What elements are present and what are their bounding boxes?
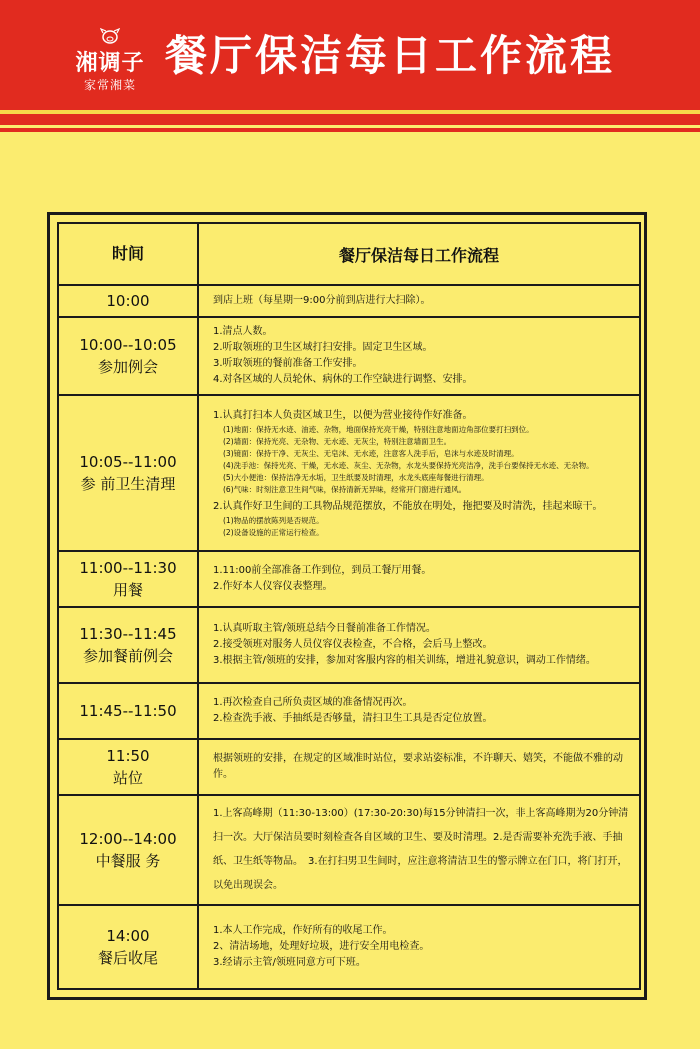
desc-line: 1.本人工作完成，作好所有的收尾工作。 — [213, 925, 393, 936]
desc-line: 4.对各区域的人员轮休、病休的工作空缺进行调整、安排。 — [213, 374, 473, 385]
desc-line: 2.接受领班对服务人员仪容仪表检查，不合格，会后马上整改。 — [213, 639, 493, 650]
time-label: 参 前卫生清理 — [80, 475, 176, 493]
time-label: 参加例会 — [97, 358, 158, 376]
time-label: 站位 — [112, 769, 143, 787]
desc-line: 3.根据主管/领班的安排，参加对客服内容的相关训练，增进礼貌意识，调动工作情绪。 — [213, 655, 596, 666]
desc-subline: (5)大小便池：保持洁净无水垢，卫生纸要及时清理，水龙头底座每餐进行清理。 — [223, 472, 489, 482]
table-row — [58, 551, 640, 607]
row-time — [58, 317, 198, 395]
time-label: 参加餐前例会 — [82, 647, 173, 665]
row-time — [58, 795, 198, 905]
row-desc — [198, 395, 640, 551]
table-row — [58, 317, 640, 395]
row-desc — [198, 607, 640, 683]
desc-line: 2、清洁场地，处理好垃圾，进行安全用电检查。 — [213, 941, 430, 952]
brand-logo — [60, 28, 160, 98]
desc-line: 1.清点人数。 — [213, 326, 273, 337]
desc-line: 1.认真听取主管/领班总结今日餐前准备工作情况。 — [213, 623, 436, 634]
desc-subline: (6)气味：时刻注意卫生间气味，保持清新无异味，经常开门窗进行通风。 — [223, 484, 467, 494]
time-text: 10:00 — [106, 292, 150, 310]
header-time: 时间 — [58, 223, 198, 285]
table-row — [58, 739, 640, 795]
row-desc — [198, 739, 640, 795]
table-row — [58, 905, 640, 989]
desc-subline: (2)设备设施的正常运行检查。 — [223, 527, 324, 537]
header-stripe — [0, 120, 700, 125]
time-label: 餐后收尾 — [97, 949, 158, 967]
desc-paragraph: 1.上客高峰期（11:30-13:00）(17:30-20:30)每15分钟清扫一次，非上客高峰期为20分钟清扫一次。大厅保洁员要时刻检查各自区域的卫生、要及时清理。2.是否需要补充洗手液、手抽纸、卫生纸等物品。 3.在打扫男卫生间时，应注意将清洁卫生的警示牌立在门口，将门打开，以免出现误会。 — [213, 808, 629, 891]
desc-line: 根据领班的安排，在规定的区域准时站位，要求站姿标准，不许聊天、嬉笑，不能做不雅的动作。 — [213, 753, 623, 780]
time-label: 中餐服 务 — [95, 852, 161, 870]
desc-line: 2.作好本人仪容仪表整理。 — [213, 581, 333, 592]
desc-line: 到店上班（每星期一9:00分前到店进行大扫除）。 — [213, 295, 431, 306]
row-desc — [198, 683, 640, 739]
header-stripe — [0, 128, 700, 132]
time-text: 10:00--10:05 — [79, 336, 177, 354]
row-time — [58, 905, 198, 989]
time-text: 11:30--11:45 — [79, 625, 177, 643]
desc-subline: (3)镜面：保持干净、无灰尘、无皂沫、无水迹，注意客人洗手后，皂沫与水迹及时清理。 — [223, 448, 519, 458]
table-row — [58, 683, 640, 739]
brand-name: 湘调子 — [75, 50, 145, 76]
row-desc — [198, 317, 640, 395]
desc-subline: (2)墙面：保持光亮、无杂物、无水迹、无灰尘，特别注意墙面卫生。 — [223, 436, 452, 446]
row-desc — [198, 285, 640, 317]
row-time — [58, 551, 198, 607]
desc-line: 2.听取领班的卫生区域打扫安排。固定卫生区域。 — [213, 342, 433, 353]
row-time — [58, 285, 198, 317]
desc-line: 3.经请示主管/领班同意方可下班。 — [213, 957, 366, 968]
desc-line: 2.检查洗手液、手抽纸是否够量，清扫卫生工具是否定位放置。 — [213, 713, 493, 724]
row-time — [58, 607, 198, 683]
desc-line: 3.听取领班的餐前准备工作安排。 — [213, 358, 363, 369]
header-desc: 餐厅保洁每日工作流程 — [198, 223, 640, 285]
time-text: 14:00 — [106, 927, 150, 945]
time-text: 12:00--14:00 — [79, 830, 177, 848]
desc-line: 2.认真作好卫生间的工具物品规范摆放，不能放在明处，拖把要及时清洗，挂起来晾干。 — [213, 500, 603, 512]
table-row — [58, 285, 640, 317]
row-desc — [198, 795, 640, 905]
table-row — [58, 607, 640, 683]
desc-subline: (1)地面：保持无水迹、油迹、杂物，地面保持光亮干燥，特别注意地面边角部位要打扫到位。 — [223, 424, 534, 434]
time-text: 11:00--11:30 — [79, 559, 177, 577]
time-text: 11:50 — [106, 747, 150, 765]
pig-head-icon — [100, 28, 120, 44]
brand-tagline: 家常湘菜 — [83, 78, 136, 92]
desc-subline: (4)洗手池：保持光亮、干燥，无水迹、灰尘、无杂物，水龙头要保持光亮洁净，洗手台要保持无水迹、无杂物。 — [223, 460, 594, 470]
time-label: 用餐 — [112, 581, 143, 599]
row-time — [58, 395, 198, 551]
workflow-table — [57, 222, 641, 990]
row-time — [58, 683, 198, 739]
row-time — [58, 739, 198, 795]
header-stripe — [0, 110, 700, 114]
row-desc — [198, 905, 640, 989]
desc-subline: (1)物品的摆放陈列是否规范。 — [223, 515, 324, 525]
table-header-row — [58, 223, 640, 285]
desc-line: 1.再次检查自己所负责区域的准备情况再次。 — [213, 697, 413, 708]
desc-line: 1.认真打扫本人负责区域卫生，以便为营业接待作好准备。 — [213, 409, 473, 421]
time-text: 11:45--11:50 — [79, 702, 177, 720]
time-text: 10:05--11:00 — [79, 453, 177, 471]
desc-line: 1.11:00前全部准备工作到位，到员工餐厅用餐。 — [213, 565, 432, 576]
table-row — [58, 395, 640, 551]
page-title: 餐厅保洁每日工作流程 — [165, 31, 616, 80]
row-desc — [198, 551, 640, 607]
table-row — [58, 795, 640, 905]
